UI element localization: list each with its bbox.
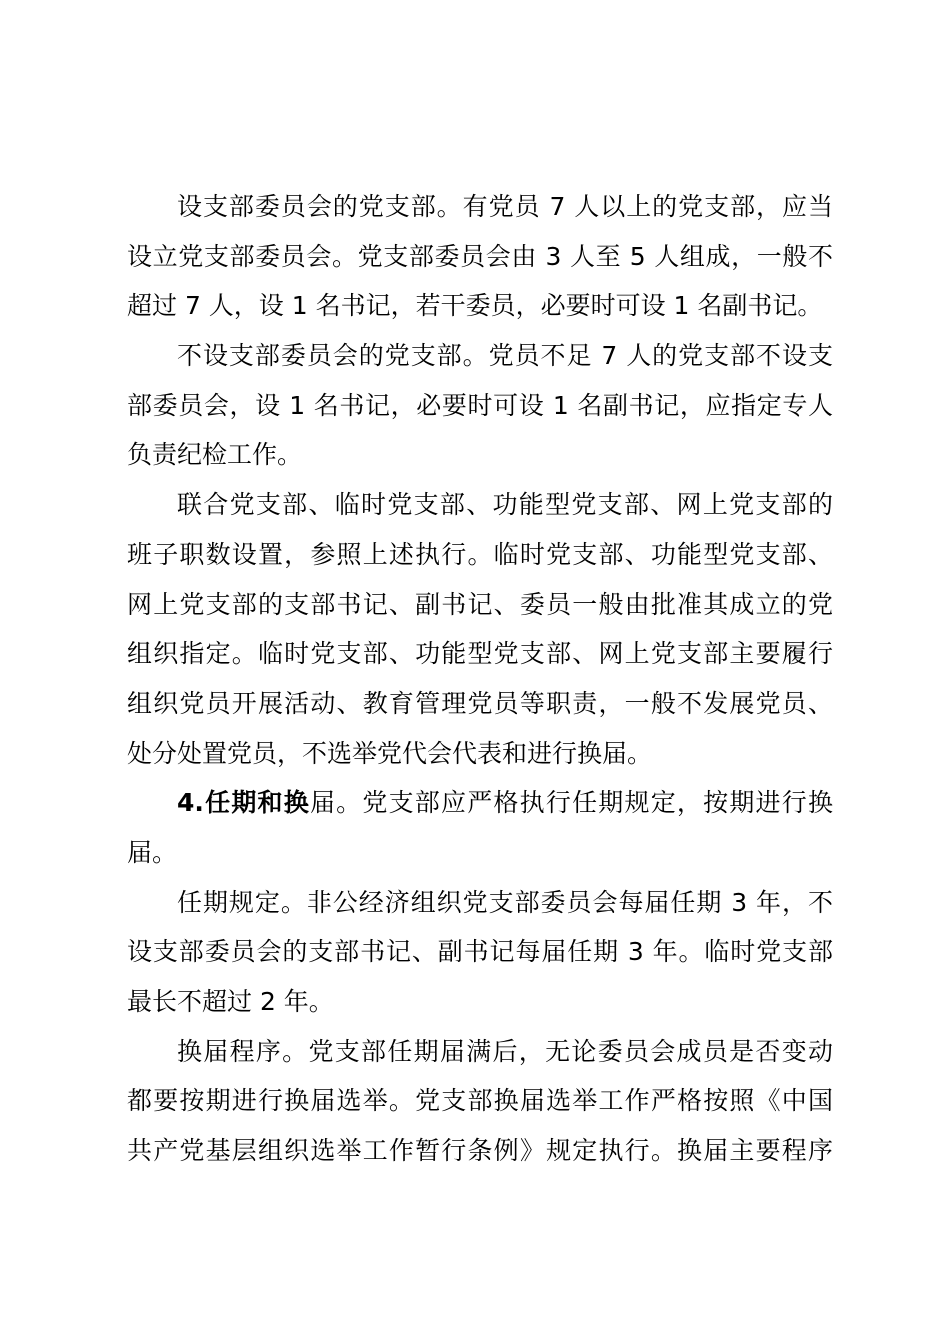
text-line: 任期规定。非公经济组织党支部委员会每届任期 3 年，不 [177,887,833,917]
text-line: 网上党支部的支部书记、副书记、委员一般由批准其成立的党 [127,589,833,619]
paragraph-no-committee-branch [127,331,833,480]
paragraph-term-and-election [127,778,833,877]
text-line: 负责纪检工作。 [127,440,303,470]
text-line [127,778,833,828]
text-line: 超过 7 人，设 1 名书记，若干委员，必要时可设 1 名副书记。 [127,291,823,321]
paragraph-special-branches [127,480,833,778]
text-line: 设支部委员会的支部书记、副书记每届任期 3 年。临时党支部 [127,937,833,967]
text-line: 组织指定。临时党支部、功能型党支部、网上党支部主要履行 [127,639,833,669]
text-line: 处分处置党员，不选举党代会代表和进行换届。 [127,738,653,768]
paragraph-committee-branch [127,182,833,331]
section-heading: 4.任期和换 [177,788,310,818]
text-line: 都要按期进行换届选举。党支部换届选举工作严格按照《中国 [127,1086,833,1116]
text-line: 设支部委员会的党支部。有党员 7 人以上的党支部，应当 [177,192,833,221]
text-line: 设立党支部委员会。党支部委员会由 3 人至 5 人组成，一般不 [127,241,833,271]
text-line: 联合党支部、临时党支部、功能型党支部、网上党支部的 [177,490,833,520]
text-line: 班子职数设置，参照上述执行。临时党支部、功能型党支部、 [127,539,833,569]
paragraph-term-rules [127,878,833,1027]
paragraph-election-procedure [127,1027,833,1176]
text-line: 届。 [127,837,178,867]
text-line: 最长不超过 2 年。 [127,987,334,1016]
text-line: 部委员会，设 1 名书记，必要时可设 1 名副书记，应指定专人 [127,390,833,420]
text-line: 组织党员开展活动、教育管理党员等职责，一般不发展党员、 [127,688,833,718]
heading-continuation: 届。党支部应严格执行任期规定，按期进行换 [309,788,833,818]
document-body [127,182,833,1176]
text-line: 共产党基层组织选举工作暂行条例》规定执行。换届主要程序 [127,1136,833,1166]
text-line: 换届程序。党支部任期届满后，无论委员会成员是否变动 [177,1036,833,1066]
text-line: 不设支部委员会的党支部。党员不足 7 人的党支部不设支 [177,341,833,371]
